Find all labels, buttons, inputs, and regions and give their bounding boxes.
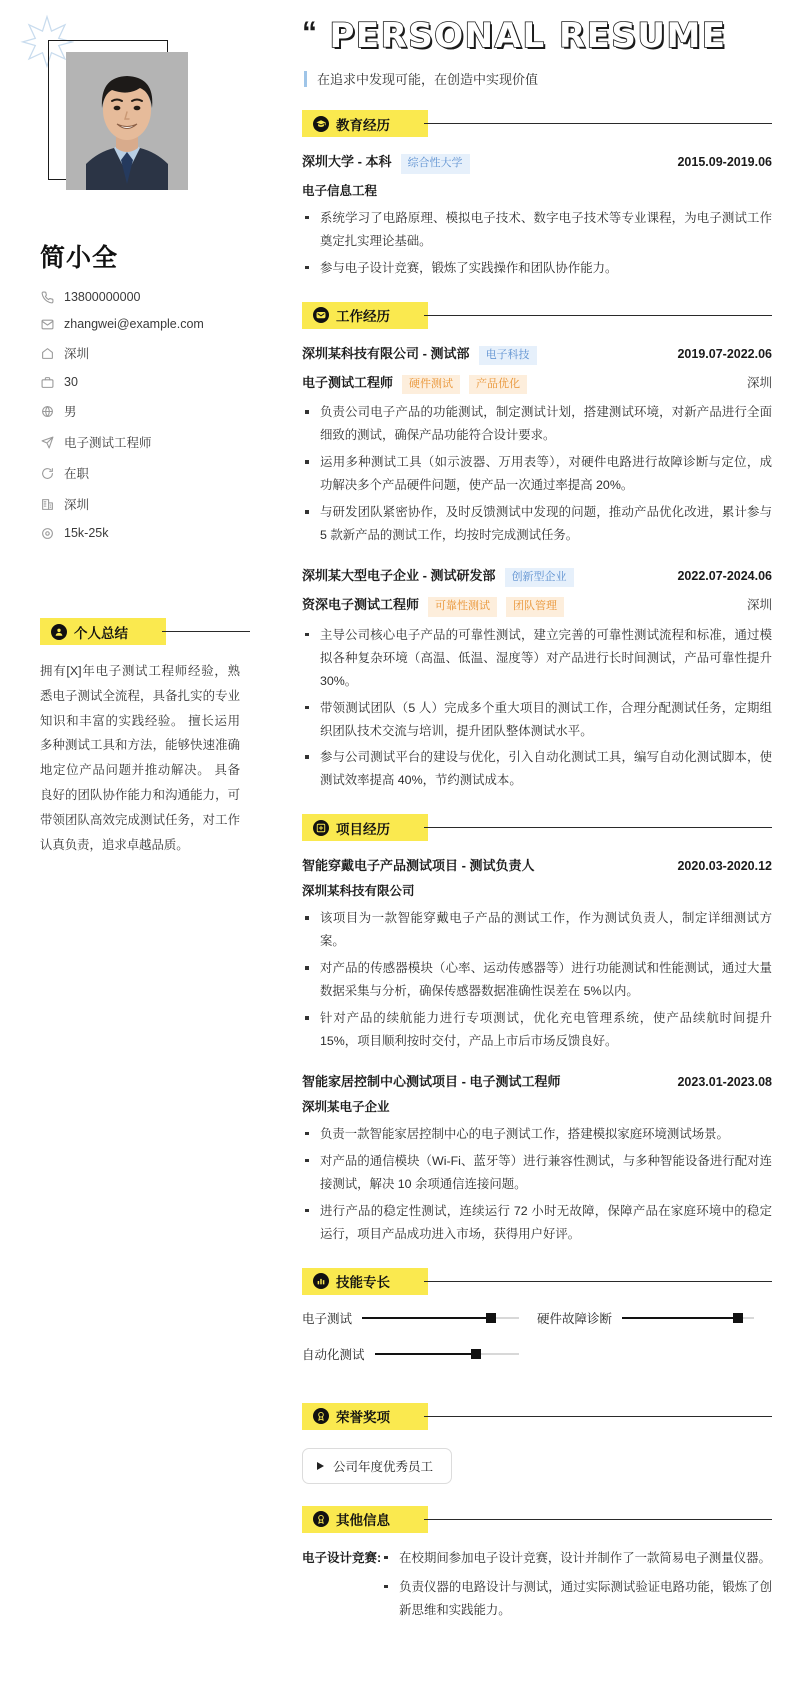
bullet-item: 对产品的通信模块（Wi-Fi、蓝牙等）进行兼容性测试，与多种智能设备进行配对连接测试，解决 10 余项通信连接问题。 xyxy=(302,1150,772,1196)
projects-chip xyxy=(302,814,428,841)
entry-role-row xyxy=(302,594,772,616)
entry-tag: 电子科技 xyxy=(479,346,537,365)
project-entry xyxy=(302,855,772,1053)
contact-list xyxy=(40,290,264,540)
entry-header xyxy=(302,565,772,587)
bullet-item: 参与公司测试平台的建设与优化，引入自动化测试工具，编写自动化测试脚本，使测试效率提高 40%，节约测试成本。 xyxy=(302,746,772,792)
contact-value: zhangwei@example.com xyxy=(64,317,204,331)
honor-item[interactable] xyxy=(302,1448,452,1484)
play-triangle-icon xyxy=(317,1462,324,1470)
contact-item-position xyxy=(40,433,264,451)
section-title: 项目经历 xyxy=(336,821,390,837)
bullet-item: 对产品的传感器模块（心率、运动传感器等）进行功能测试和性能测试，通过大量数据采集与分析，确保传感器数据准确性误差在 5%以内。 xyxy=(302,957,772,1003)
contact-item-city xyxy=(40,495,264,513)
header-rule xyxy=(424,315,772,316)
contact-item-email xyxy=(40,317,264,331)
bullet-item: 负责仪器的电路设计与测试，通过实际测试验证电路功能，锻炼了创新思维和实践能力。 xyxy=(381,1576,772,1622)
entry-tag: 创新型企业 xyxy=(505,568,574,587)
honor-label: 公司年度优秀员工 xyxy=(333,1459,434,1474)
skills-chip xyxy=(302,1268,428,1295)
skill-item xyxy=(302,1345,537,1363)
graduation-cap-icon xyxy=(313,116,329,132)
bullet-item: 针对产品的续航能力进行专项测试，优化充电管理系统，使产品续航时间提升 15%，项目顺利按时交付，产品上市后市场反馈良好。 xyxy=(302,1007,772,1053)
photo-block xyxy=(48,32,223,212)
contact-value: 深圳 xyxy=(64,347,90,361)
bullet-item: 系统学习了电路原理、模拟电子技术、数字电子技术等专业课程，为电子测试工作奠定扎实理论基础。 xyxy=(302,207,772,253)
role-tag: 硬件测试 xyxy=(402,375,460,394)
entry-bullets xyxy=(302,401,772,547)
entry-subtitle: 深圳某科技有限公司 xyxy=(302,884,415,899)
paper-plane-icon xyxy=(40,435,54,449)
title-block xyxy=(302,18,772,55)
section-header-summary xyxy=(40,618,250,645)
entry-date: 2015.09-2019.06 xyxy=(677,155,772,170)
project-entry xyxy=(302,1071,772,1246)
subtitle-accent-bar xyxy=(304,71,307,87)
entry-subtitle: 深圳某电子企业 xyxy=(302,1099,390,1114)
contact-value: 15k-25k xyxy=(64,526,109,540)
entry-date: 2023.01-2023.08 xyxy=(677,1074,772,1089)
award-icon xyxy=(313,1408,329,1424)
contact-item-gender xyxy=(40,402,264,420)
other-group-label: 电子设计竞赛: xyxy=(302,1550,382,1565)
contact-value: 在职 xyxy=(64,467,90,481)
skill-knob[interactable] xyxy=(471,1349,481,1359)
skill-fill xyxy=(362,1317,491,1319)
skill-label: 电子测试 xyxy=(302,1311,353,1326)
bullet-item: 负责公司电子产品的功能测试，制定测试计划，搭建测试环境，对新产品进行全面细致的测试，确保产品功能符合设计要求。 xyxy=(302,401,772,447)
work-chip xyxy=(302,302,428,329)
contact-item-age xyxy=(40,375,264,389)
section-title: 其他信息 xyxy=(336,1513,390,1529)
other-chip xyxy=(302,1506,428,1533)
section-skills xyxy=(302,1268,772,1381)
entry-header xyxy=(302,151,772,173)
section-header-skills xyxy=(302,1268,772,1295)
section-title: 技能专长 xyxy=(336,1275,390,1291)
briefcase-icon xyxy=(40,375,54,389)
other-group xyxy=(302,1547,772,1628)
salary-icon xyxy=(40,526,54,540)
header-rule xyxy=(162,631,250,632)
work-entry xyxy=(302,565,772,792)
skill-knob[interactable] xyxy=(733,1313,743,1323)
other-group-body xyxy=(381,1547,772,1628)
phone-icon xyxy=(40,290,54,304)
other-bullets xyxy=(381,1547,772,1622)
skill-slider[interactable] xyxy=(362,1317,519,1319)
entry-title: 深圳大学 - 本科 xyxy=(302,154,392,170)
award-icon xyxy=(313,1511,329,1527)
entry-bullets xyxy=(302,207,772,280)
status-icon xyxy=(40,466,54,480)
education-entry xyxy=(302,151,772,279)
skill-knob[interactable] xyxy=(486,1313,496,1323)
contact-item-status xyxy=(40,464,264,482)
home-icon xyxy=(40,346,54,360)
section-title: 教育经历 xyxy=(336,117,390,133)
section-other xyxy=(302,1506,772,1628)
avatar xyxy=(66,52,188,190)
entry-title: 智能穿戴电子产品测试项目 - 测试负责人 xyxy=(302,858,535,874)
bullet-item: 该项目为一款智能穿戴电子产品的测试工作，作为测试负责人，制定详细测试方案。 xyxy=(302,907,772,953)
subtitle-row xyxy=(304,69,772,88)
role-tag: 团队管理 xyxy=(506,597,564,616)
gender-icon xyxy=(40,404,54,418)
role-tag: 可靠性测试 xyxy=(428,597,497,616)
user-icon xyxy=(51,624,67,640)
contact-item-salary xyxy=(40,526,264,540)
entry-role: 电子测试工程师 xyxy=(302,374,394,390)
header-rule xyxy=(424,123,772,124)
entry-date: 2020.03-2020.12 xyxy=(677,859,772,874)
entry-bullets xyxy=(302,1123,772,1246)
entry-header xyxy=(302,855,772,874)
entry-bullets xyxy=(302,907,772,1053)
mail-open-icon xyxy=(313,307,329,323)
bar-chart-icon xyxy=(313,1273,329,1289)
section-title: 工作经历 xyxy=(336,309,390,325)
header-rule xyxy=(424,1281,772,1282)
education-chip xyxy=(302,110,428,137)
entry-role: 资深电子测试工程师 xyxy=(302,597,420,613)
entry-role-row xyxy=(302,372,772,394)
page-title: PERSONAL RESUME xyxy=(329,16,727,56)
bullet-item: 带领测试团队（5 人）完成多个重大项目的测试工作，合理分配测试任务，定期组织团队技术交流与培训，提升团队整体测试水平。 xyxy=(302,697,772,743)
section-title: 荣誉奖项 xyxy=(336,1410,390,1426)
contact-value: 电子测试工程师 xyxy=(64,436,152,450)
skill-label: 硬件故障诊断 xyxy=(537,1311,613,1326)
subtitle-text: 在追求中发现可能，在创造中实现价值 xyxy=(317,72,539,88)
quote-mark: “ xyxy=(302,16,317,49)
section-header-other xyxy=(302,1506,772,1533)
person-name: 简小全 xyxy=(40,244,119,272)
entry-header xyxy=(302,343,772,365)
skill-item xyxy=(537,1309,772,1327)
work-entry xyxy=(302,343,772,547)
building-icon xyxy=(40,497,54,511)
sidebar xyxy=(0,0,290,888)
section-header-education xyxy=(302,110,772,137)
contact-value: 男 xyxy=(64,405,77,419)
entry-date: 2022.07-2024.06 xyxy=(677,569,772,583)
bullet-item: 进行产品的稳定性测试，连续运行 72 小时无故障，保障产品在家庭环境中的稳定运行，项目产品成功进入市场，获得用户好评。 xyxy=(302,1200,772,1246)
entry-title: 深圳某大型电子企业 - 测试研发部 xyxy=(302,568,496,583)
entry-bullets xyxy=(302,624,772,793)
header-rule xyxy=(424,1519,772,1520)
summary-chip xyxy=(40,618,166,645)
contact-item-phone xyxy=(40,290,264,304)
entry-header xyxy=(302,1071,772,1090)
bullet-item: 负责一款智能家居控制中心的电子测试工作，搭建模拟家庭环境测试场景。 xyxy=(302,1123,772,1146)
skill-item xyxy=(302,1309,537,1327)
section-honors xyxy=(302,1403,772,1484)
skill-slider[interactable] xyxy=(375,1353,519,1355)
entry-location: 深圳 xyxy=(746,598,772,613)
section-title: 个人总结 xyxy=(74,625,128,641)
skill-fill xyxy=(375,1353,476,1355)
header-rule xyxy=(424,827,772,828)
bullet-item: 主导公司核心电子产品的可靠性测试，建立完善的可靠性测试流程和标准，通过模拟各种复杂环境（高温、低温、湿度等）对产品进行长时间测试，产品可靠性提升 30%。 xyxy=(302,624,772,693)
entry-location: 深圳 xyxy=(746,375,772,390)
entry-date: 2019.07-2022.06 xyxy=(677,346,772,361)
section-header-honors xyxy=(302,1403,772,1430)
contact-value: 深圳 xyxy=(64,498,90,512)
entry-tag: 综合性大学 xyxy=(401,154,470,173)
honors-chip xyxy=(302,1403,428,1430)
contact-value: 13800000000 xyxy=(64,290,141,304)
section-header-projects xyxy=(302,814,772,841)
skill-label: 自动化测试 xyxy=(302,1347,365,1362)
main-content xyxy=(290,0,794,1683)
entry-title: 深圳某科技有限公司 - 测试部 xyxy=(302,345,470,361)
skill-slider[interactable] xyxy=(622,1317,754,1319)
bullet-item: 在校期间参加电子设计竞赛，设计并制作了一款简易电子测量仪器。 xyxy=(381,1547,772,1570)
contact-item-home xyxy=(40,344,264,362)
section-education xyxy=(302,110,772,279)
role-tag: 产品优化 xyxy=(469,375,527,394)
bullet-item: 运用多种测试工具（如示波器、万用表等），对硬件电路进行故障诊断与定位，成功解决多个产品硬件问题，使产品一次通过率提高 20%。 xyxy=(302,451,772,497)
skills-grid xyxy=(302,1309,772,1381)
section-header-work xyxy=(302,302,772,329)
summary-text: 拥有[X]年电子测试工程师经验，熟悉电子测试全流程，具备扎实的专业知识和丰富的实践经验。 擅长运用多种测试工具和方法，能够快速准确地定位产品问题并推动解决。 具备良好的团队协作能力和沟通能力，可带领团队高效完成测试任务，对工作认真负责，追求卓越品质。 xyxy=(40,664,240,852)
grid-plus-icon xyxy=(313,820,329,836)
entry-subtitle: 电子信息工程 xyxy=(302,183,378,198)
bullet-item: 与研发团队紧密协作，及时反馈测试中发现的问题，推动产品优化改进，累计参与 5 款新产品的测试工作，均按时完成测试任务。 xyxy=(302,501,772,547)
section-projects xyxy=(302,814,772,1245)
contact-value: 30 xyxy=(64,375,78,389)
skill-fill xyxy=(622,1317,738,1319)
bullet-item: 参与电子设计竞赛，锻炼了实践操作和团队协作能力。 xyxy=(302,257,772,280)
section-work xyxy=(302,302,772,793)
entry-title: 智能家居控制中心测试项目 - 电子测试工程师 xyxy=(302,1073,561,1089)
mail-icon xyxy=(40,317,54,331)
header-rule xyxy=(424,1416,772,1417)
